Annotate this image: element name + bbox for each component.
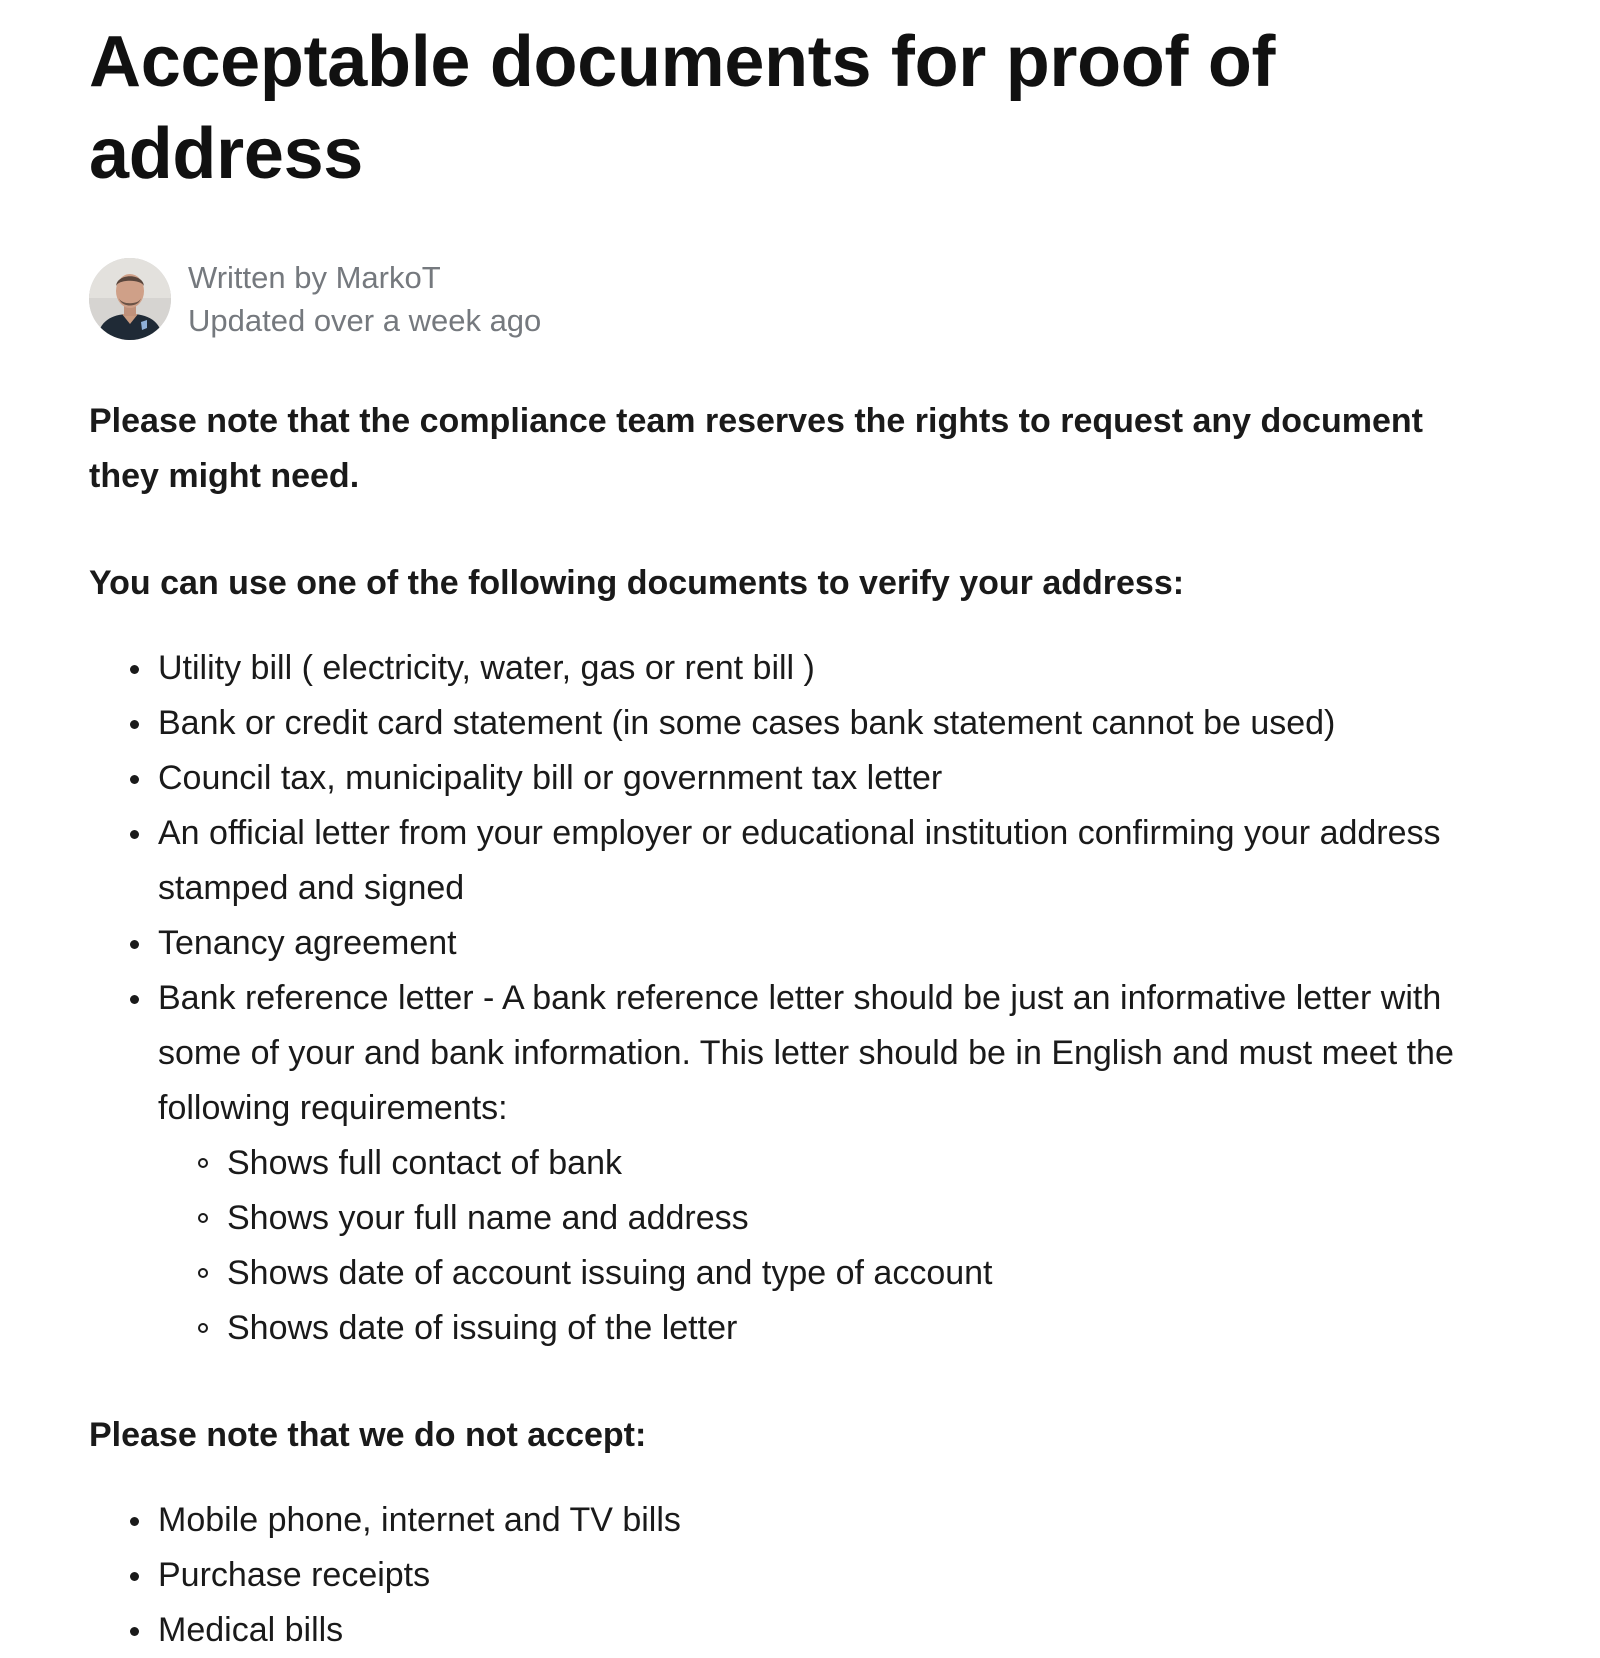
author-avatar (89, 258, 171, 340)
list-item: Purchase receipts (158, 1548, 1528, 1603)
byline (89, 256, 1529, 342)
updated-line: Updated over a week ago (188, 303, 542, 338)
list-item: Tenancy agreement (158, 916, 1528, 971)
rejected-documents-list (89, 1493, 1528, 1658)
list-item: Council tax, municipality bill or government tax letter (158, 751, 1528, 806)
sub-list-item: Shows your full name and address (227, 1191, 1528, 1246)
list-item-bank-reference (158, 971, 1528, 1356)
accepted-heading: You can use one of the following documents to verify your address: (89, 564, 1185, 602)
list-item: Bank or credit card statement (in some cases bank statement cannot be used) (158, 696, 1528, 751)
author-line: Written by MarkoT (188, 260, 441, 295)
article-title: Acceptable documents for proof of address (89, 22, 1276, 194)
rejected-heading: Please note that we do not accept: (89, 1416, 647, 1454)
list-item: Mobile phone, internet and TV bills (158, 1493, 1528, 1548)
accepted-documents-list (89, 641, 1528, 1356)
sub-list-item: Shows full contact of bank (227, 1136, 1528, 1191)
bank-letter-requirements-list (158, 1136, 1528, 1356)
sub-list-item: Shows date of account issuing and type of account (227, 1246, 1528, 1301)
compliance-note: Please note that the compliance team reserves the rights to request any document they might need. (89, 402, 1423, 495)
list-item: Utility bill ( electricity, water, gas or rent bill ) (158, 641, 1528, 696)
list-item: An official letter from your employer or educational institution confirming your address stamped and signed (158, 806, 1528, 916)
sub-list-item: Shows date of issuing of the letter (227, 1301, 1528, 1356)
list-item: Medical bills (158, 1603, 1528, 1658)
list-item-text: Bank reference letter - A bank reference letter should be just an informative letter with some of your and bank information. This letter should be in English and must meet the following requirements: (158, 979, 1454, 1127)
author-meta (188, 256, 541, 342)
